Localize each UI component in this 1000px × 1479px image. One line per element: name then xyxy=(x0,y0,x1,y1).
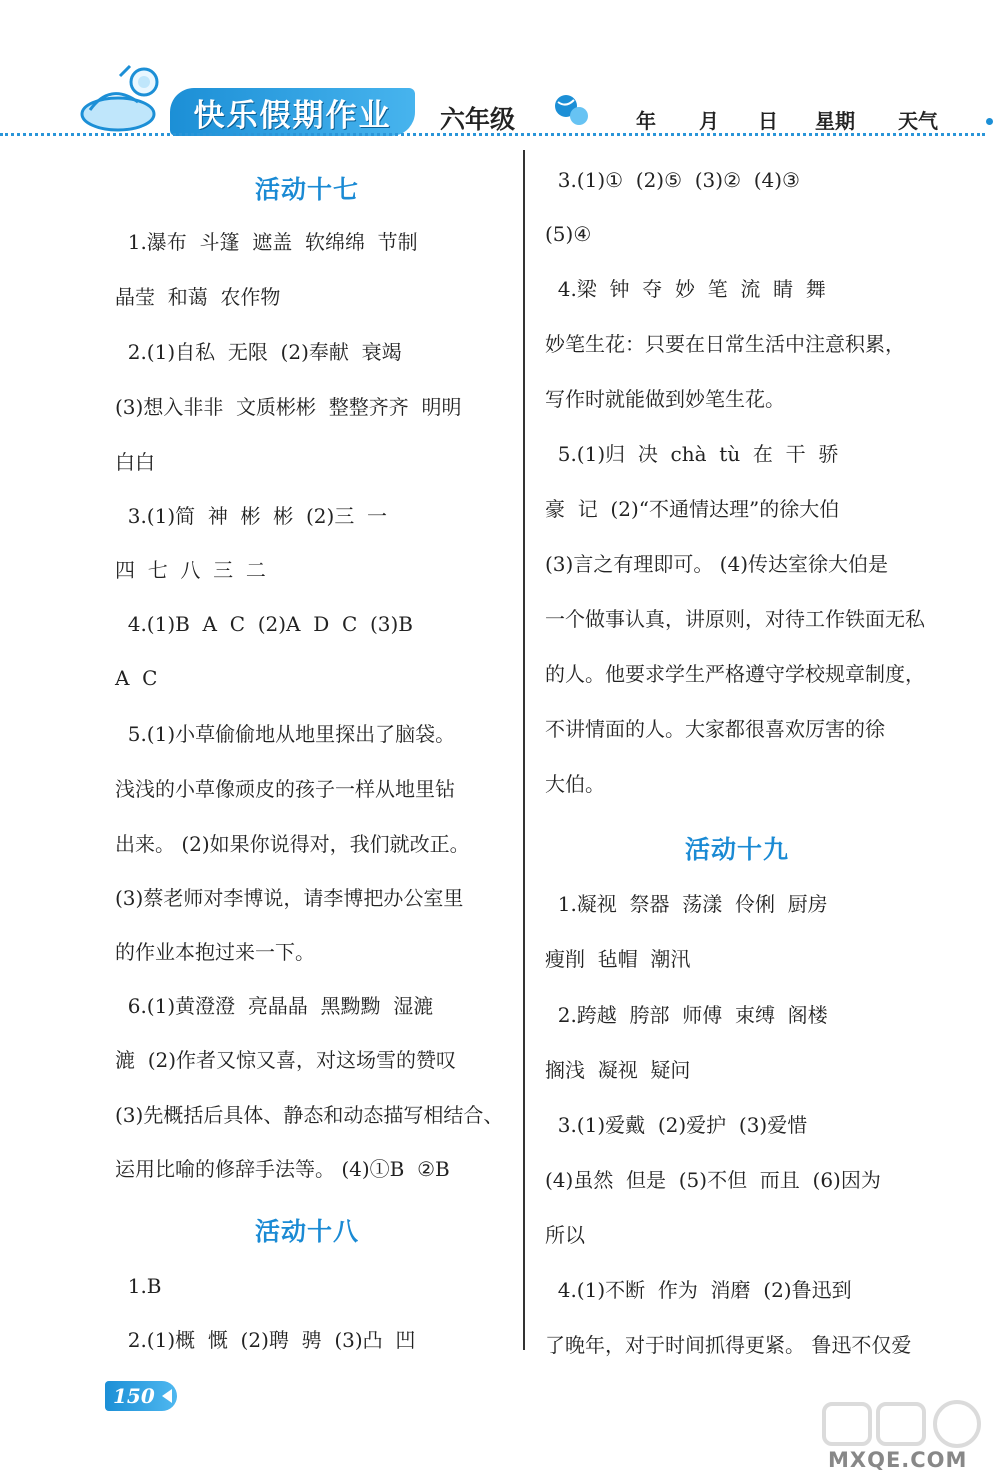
answer-line: 2.(1)概 慨 (2)聘 骋 (3)凸 凹 xyxy=(115,1328,416,1352)
answer-line: 运用比喻的修辞手法等。 (4)①B ②B xyxy=(115,1157,450,1181)
answer-line: 2.(1)自私 无限 (2)奉献 衰竭 xyxy=(115,340,402,364)
page-number: 150 xyxy=(105,1381,177,1411)
field-year: 年 xyxy=(636,109,656,133)
answer-line: (3)蔡老师对李博说，请李博把办公室里 xyxy=(115,886,464,910)
answer-line: 了晚年，对于时间抓得更紧。 鲁迅不仅爱 xyxy=(545,1333,912,1357)
answer-line: 搁浅 凝视 疑问 xyxy=(545,1058,691,1082)
answer-line: 晶莹 和蔼 农作物 xyxy=(115,285,281,309)
answer-line: 妙笔生花：只要在日常生活中注意积累， xyxy=(545,332,905,356)
section-heading: 活动十八 xyxy=(255,1217,360,1246)
rule-end-dot xyxy=(986,118,993,125)
answer-line: (3)想入非非 文质彬彬 整整齐齐 明明 xyxy=(115,395,462,419)
answer-line: 瘦削 毡帽 潮汛 xyxy=(545,947,691,971)
answer-line: (5)④ xyxy=(545,222,592,246)
answer-line: 5.(1)小草偷偷地从地里探出了脑袋。 xyxy=(115,722,456,746)
answer-line: 4.梁 钟 夺 妙 笔 流 睛 舞 xyxy=(545,277,826,301)
column-divider xyxy=(523,150,525,1350)
section-heading: 活动十九 xyxy=(685,835,790,864)
answer-line: 的作业本抱过来一下。 xyxy=(115,940,315,964)
answer-line: (4)虽然 但是 (5)不但 而且 (6)因为 xyxy=(545,1168,881,1192)
answer-line: 出来。 (2)如果你说得对，我们就改正。 xyxy=(115,832,470,856)
field-month: 月 xyxy=(699,109,719,133)
answer-line: (3)先概括后具体、静态和动态描写相结合、 xyxy=(115,1103,504,1127)
answer-line: 1.瀑布 斗篷 遮盖 软绵绵 节制 xyxy=(115,230,418,254)
answer-line: 漉 (2)作者又惊又喜，对这场雪的赞叹 xyxy=(115,1048,457,1072)
field-weekday: 星期 xyxy=(815,109,855,133)
answer-line: 2.跨越 胯部 师傅 束缚 阁楼 xyxy=(545,1003,828,1027)
answer-line: (3)言之有理即可。 (4)传达室徐大伯是 xyxy=(545,552,889,576)
answer-line: 不讲情面的人。大家都很喜欢厉害的徐 xyxy=(545,717,885,741)
header-rule xyxy=(0,133,985,136)
answer-line: 6.(1)黄澄澄 亮晶晶 黑黝黝 湿漉 xyxy=(115,994,434,1018)
mascot-logo-icon xyxy=(80,62,170,134)
answer-line: 一个做事认真，讲原则，对待工作铁面无私 xyxy=(545,607,925,631)
answer-line: A C xyxy=(115,666,158,690)
answer-line: 的人。他要求学生严格遵守学校规章制度， xyxy=(545,662,925,686)
balls-icon xyxy=(553,92,589,128)
answer-line: 浅浅的小草像顽皮的孩子一样从地里钻 xyxy=(115,777,455,801)
answer-line: 白白 xyxy=(115,450,155,474)
brand-title: 快乐假期作业 xyxy=(170,88,415,136)
answer-line: 3.(1)① (2)⑤ (3)② (4)③ xyxy=(545,168,800,192)
answer-line: 所以 xyxy=(545,1223,585,1247)
answer-line: 3.(1)简 神 彬 彬 (2)三 一 xyxy=(115,504,388,528)
answer-line: 5.(1)归 决 chà tù 在 干 骄 xyxy=(545,442,839,466)
watermark-text: MXQE.COM xyxy=(828,1448,968,1472)
field-day: 日 xyxy=(758,109,778,133)
answer-line: 豪 记 (2)“不通情达理”的徐大伯 xyxy=(545,497,840,521)
answer-line: 四 七 八 三 二 xyxy=(115,558,266,582)
page-arrow-icon xyxy=(162,1389,172,1403)
answer-line: 写作时就能做到妙笔生花。 xyxy=(545,387,785,411)
field-weather: 天气 xyxy=(898,109,938,133)
page-header xyxy=(0,0,1000,150)
answer-line: 4.(1)B A C (2)A D C (3)B xyxy=(115,612,413,636)
answer-line: 大伯。 xyxy=(545,772,605,796)
answer-line: 3.(1)爱戴 (2)爱护 (3)爱惜 xyxy=(545,1113,808,1137)
section-heading: 活动十七 xyxy=(255,175,360,204)
grade-label: 六年级 xyxy=(440,105,516,134)
answer-line: 1.B xyxy=(115,1274,162,1298)
answer-line: 4.(1)不断 作为 消磨 (2)鲁迅到 xyxy=(545,1278,852,1302)
answer-line: 1.凝视 祭器 荡漾 伶俐 厨房 xyxy=(545,892,828,916)
